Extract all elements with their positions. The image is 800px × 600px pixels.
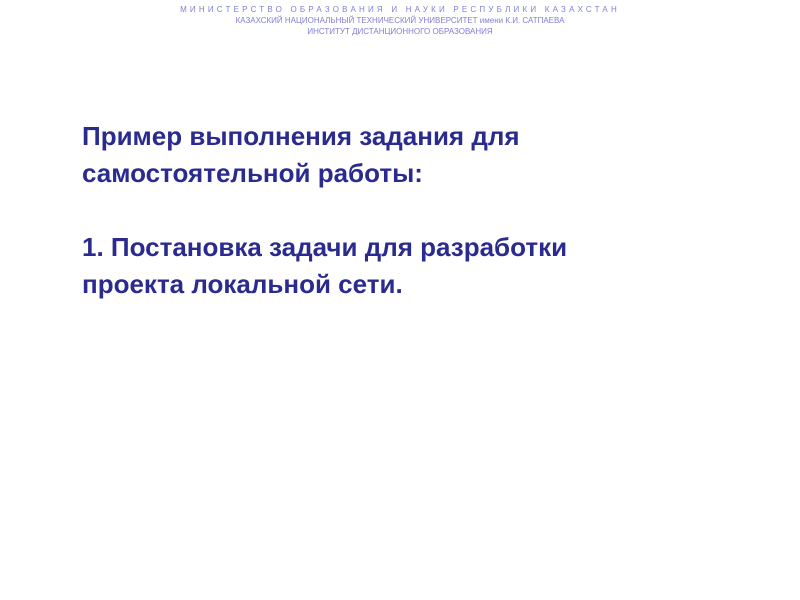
university-name: КАЗАХСКИЙ НАЦИОНАЛЬНЫЙ ТЕХНИЧЕСКИЙ УНИВЕРСИТЕТ имени К.И. САТПАЕВА bbox=[235, 16, 565, 25]
content-line-2: самостоятельной работы: bbox=[82, 158, 423, 188]
ministry-name: МИНИСТЕРСТВО ОБРАЗОВАНИЯ И НАУКИ РЕСПУБЛИКИ КАЗАХСТАН bbox=[180, 5, 620, 14]
content-spacer bbox=[82, 192, 762, 229]
institute-name: ИНСТИТУТ ДИСТАНЦИОННОГО ОБРАЗОВАНИЯ bbox=[307, 27, 493, 36]
content-line-1: Пример выполнения задания для bbox=[82, 121, 520, 151]
content-line-4: проекта локальной сети. bbox=[82, 269, 403, 299]
content-line-3: 1. Постановка задачи для разработки bbox=[82, 232, 568, 262]
slide-header bbox=[0, 4, 800, 37]
slide-content bbox=[82, 118, 762, 303]
